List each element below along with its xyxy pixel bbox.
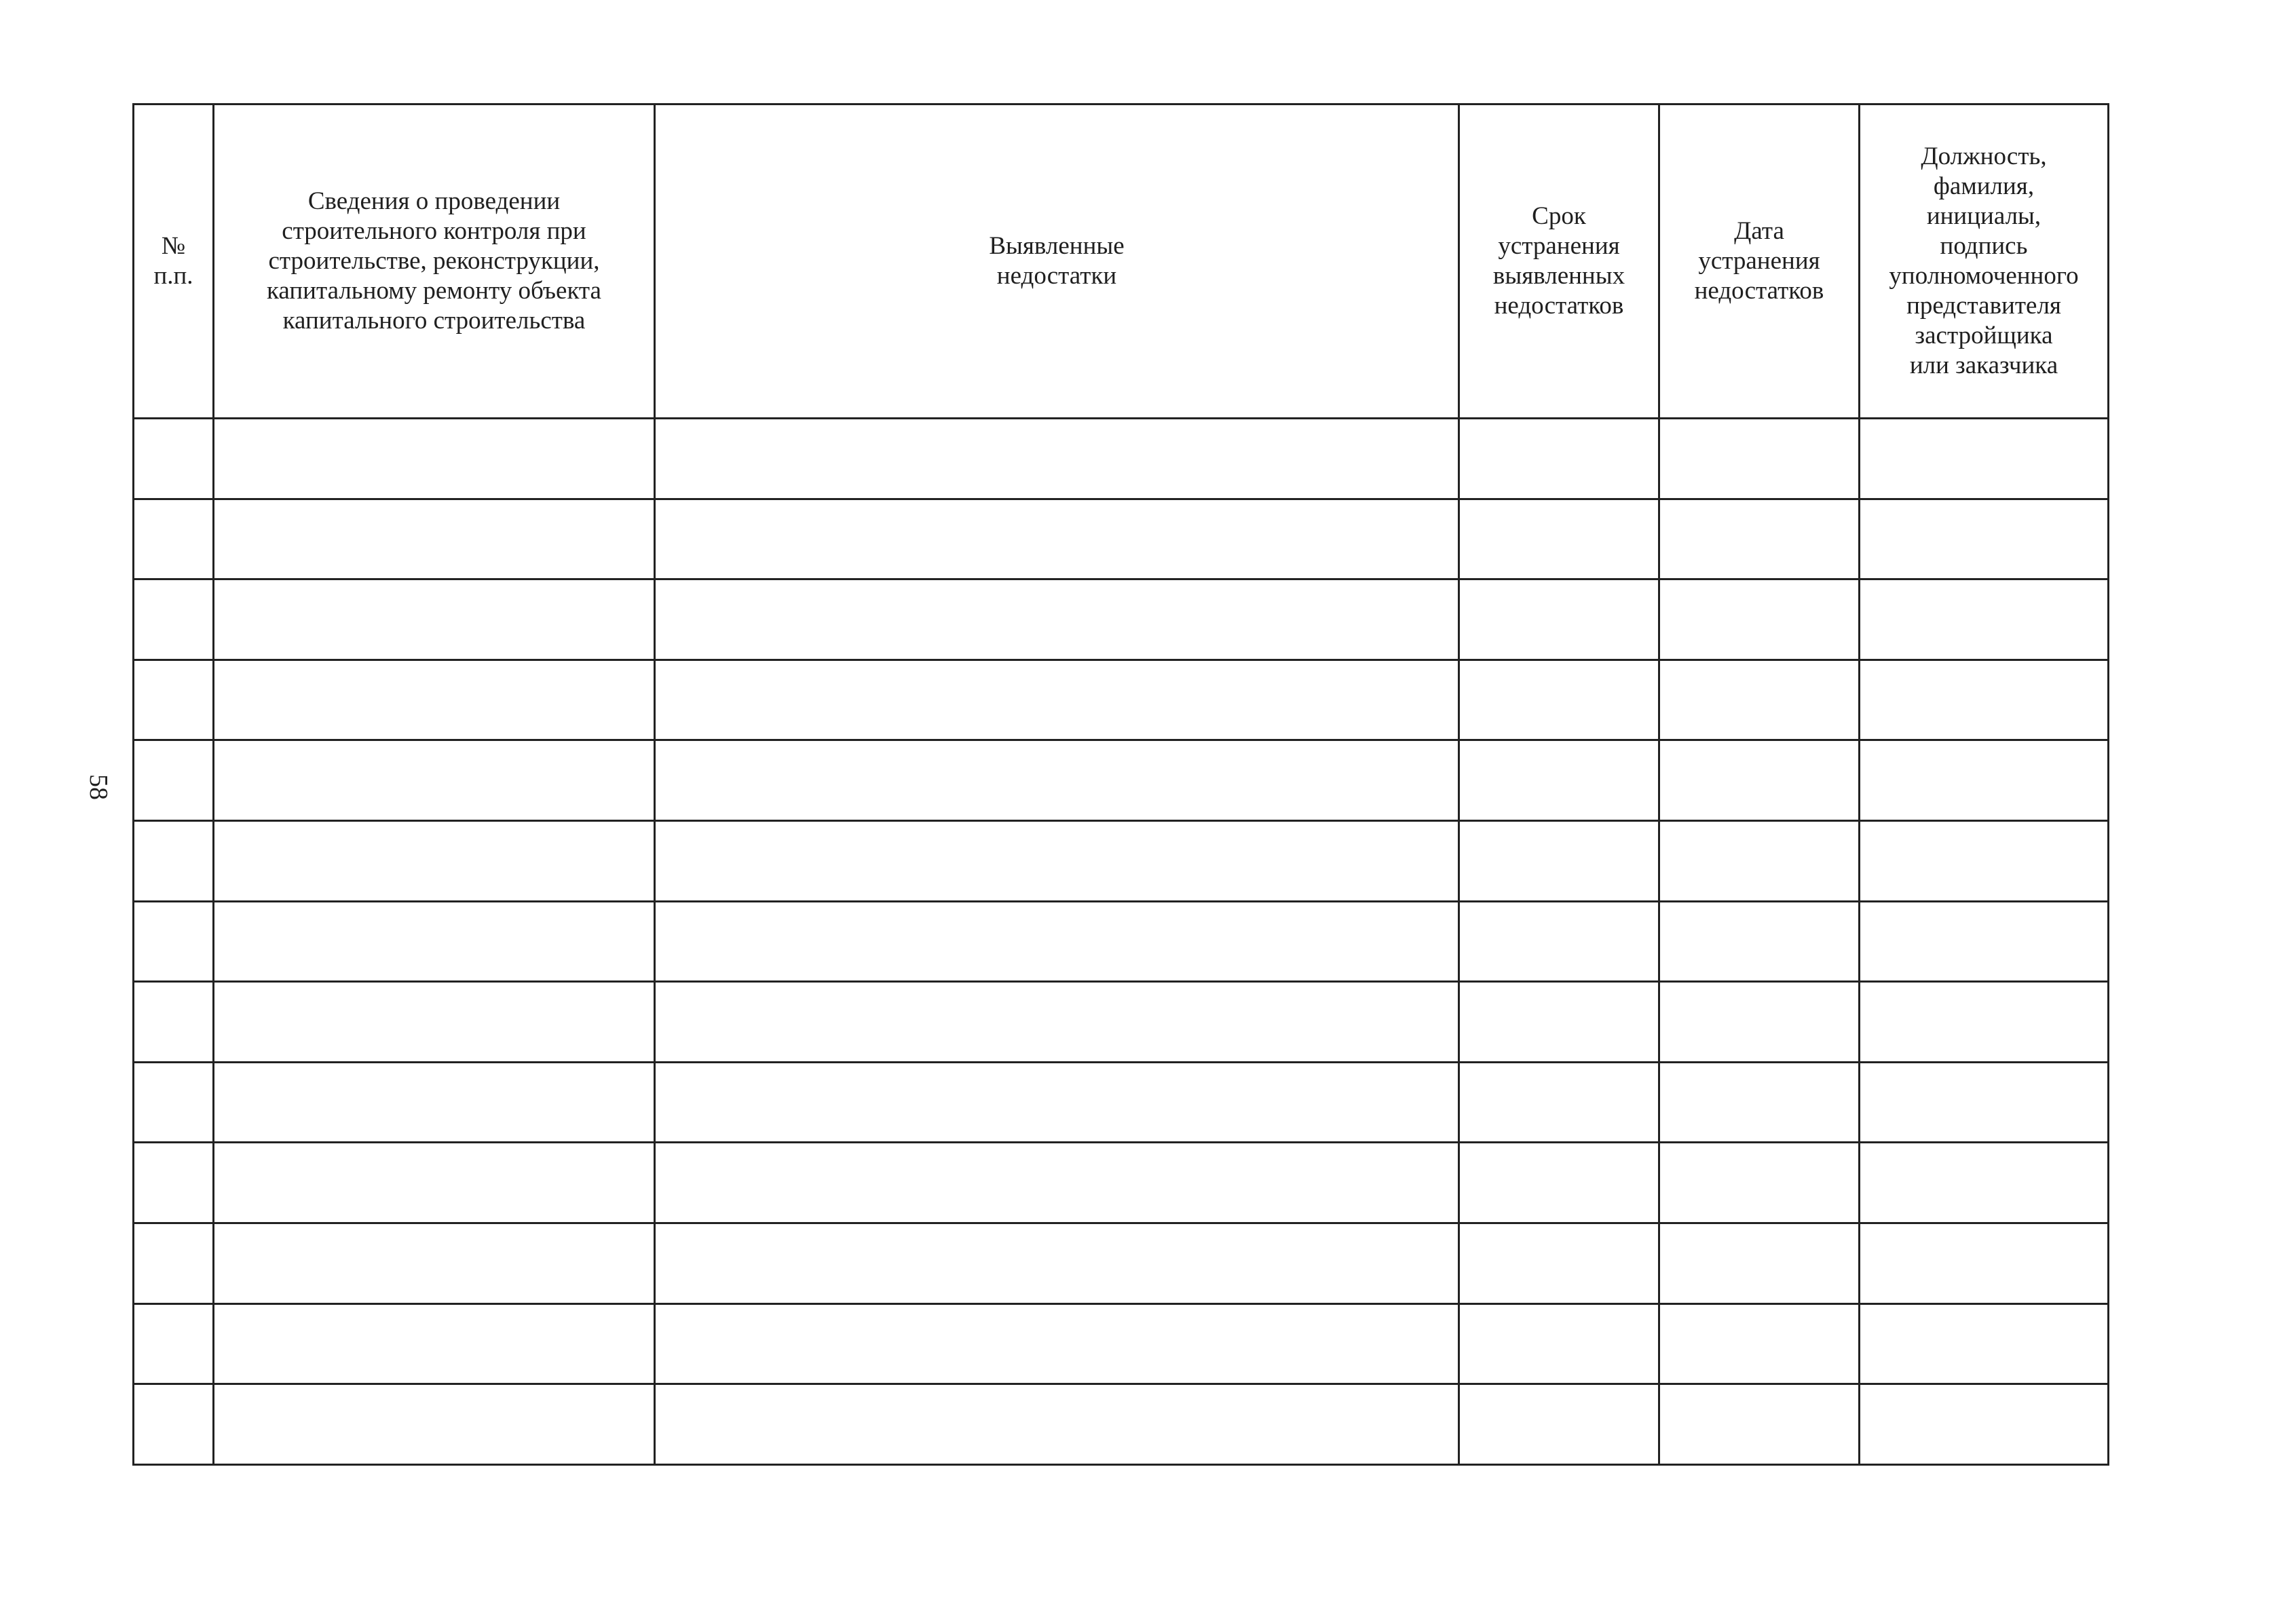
table-row xyxy=(134,419,2109,499)
cell-deadline xyxy=(1459,499,1659,579)
table-row xyxy=(134,579,2109,660)
table-header-row xyxy=(134,104,2109,419)
cell-fix-date xyxy=(1659,1384,1860,1465)
cell-signature xyxy=(1860,821,2109,902)
cell-defects xyxy=(655,1143,1459,1223)
table-row xyxy=(134,1303,2109,1384)
cell-deadline xyxy=(1459,740,1659,821)
cell-number xyxy=(134,579,214,660)
table-row xyxy=(134,901,2109,982)
cell-control-info xyxy=(214,1303,655,1384)
cell-control-info xyxy=(214,579,655,660)
cell-signature xyxy=(1860,740,2109,821)
cell-deadline xyxy=(1459,660,1659,740)
cell-fix-date xyxy=(1659,660,1860,740)
cell-defects xyxy=(655,982,1459,1063)
table-row xyxy=(134,499,2109,579)
cell-signature xyxy=(1860,660,2109,740)
table-row xyxy=(134,660,2109,740)
cell-control-info xyxy=(214,499,655,579)
cell-control-info xyxy=(214,1223,655,1304)
cell-number xyxy=(134,1384,214,1465)
cell-defects xyxy=(655,901,1459,982)
cell-deadline xyxy=(1459,982,1659,1063)
cell-signature xyxy=(1860,1384,2109,1465)
cell-number xyxy=(134,821,214,902)
cell-deadline xyxy=(1459,1143,1659,1223)
cell-signature xyxy=(1860,901,2109,982)
cell-deadline xyxy=(1459,1384,1659,1465)
cell-fix-date xyxy=(1659,419,1860,499)
cell-control-info xyxy=(214,1384,655,1465)
cell-control-info xyxy=(214,740,655,821)
cell-number xyxy=(134,1303,214,1384)
cell-signature xyxy=(1860,1303,2109,1384)
cell-fix-date xyxy=(1659,982,1860,1063)
cell-number xyxy=(134,1062,214,1143)
cell-number xyxy=(134,982,214,1063)
cell-defects xyxy=(655,419,1459,499)
cell-deadline xyxy=(1459,579,1659,660)
cell-number xyxy=(134,901,214,982)
cell-fix-date xyxy=(1659,1223,1860,1304)
table-row xyxy=(134,982,2109,1063)
cell-defects xyxy=(655,821,1459,902)
table-row xyxy=(134,1062,2109,1143)
cell-number xyxy=(134,419,214,499)
column-header-defects: Выявленные недостатки xyxy=(655,104,1459,419)
cell-fix-date xyxy=(1659,901,1860,982)
cell-defects xyxy=(655,1223,1459,1304)
cell-fix-date xyxy=(1659,579,1860,660)
cell-control-info xyxy=(214,821,655,902)
cell-deadline xyxy=(1459,1062,1659,1143)
cell-control-info xyxy=(214,1062,655,1143)
cell-number xyxy=(134,660,214,740)
cell-control-info xyxy=(214,660,655,740)
cell-defects xyxy=(655,660,1459,740)
cell-number xyxy=(134,499,214,579)
table-row xyxy=(134,740,2109,821)
cell-signature xyxy=(1860,1062,2109,1143)
cell-control-info xyxy=(214,901,655,982)
cell-fix-date xyxy=(1659,499,1860,579)
cell-number xyxy=(134,1143,214,1223)
column-header-fix-date: Дата устранения недостатков xyxy=(1659,104,1860,419)
page-number: 58 xyxy=(84,774,113,800)
cell-signature xyxy=(1860,1223,2109,1304)
cell-fix-date xyxy=(1659,1062,1860,1143)
column-header-deadline: Срок устранения выявленных недостатков xyxy=(1459,104,1659,419)
cell-number xyxy=(134,1223,214,1304)
cell-deadline xyxy=(1459,821,1659,902)
cell-number xyxy=(134,740,214,821)
cell-control-info xyxy=(214,1143,655,1223)
inspection-table xyxy=(132,103,2109,1466)
column-header-signature: Должность, фамилия, инициалы, подпись уполномоченного представителя застройщика или заказчика xyxy=(1860,104,2109,419)
cell-deadline xyxy=(1459,901,1659,982)
cell-defects xyxy=(655,1303,1459,1384)
cell-signature xyxy=(1860,499,2109,579)
cell-defects xyxy=(655,1384,1459,1465)
cell-deadline xyxy=(1459,1303,1659,1384)
cell-defects xyxy=(655,499,1459,579)
cell-signature xyxy=(1860,1143,2109,1223)
cell-signature xyxy=(1860,579,2109,660)
cell-signature xyxy=(1860,982,2109,1063)
cell-fix-date xyxy=(1659,821,1860,902)
cell-fix-date xyxy=(1659,1303,1860,1384)
cell-defects xyxy=(655,740,1459,821)
table-row xyxy=(134,1143,2109,1223)
cell-fix-date xyxy=(1659,1143,1860,1223)
table-row xyxy=(134,1223,2109,1304)
table-body xyxy=(134,419,2109,1465)
cell-deadline xyxy=(1459,1223,1659,1304)
table-row xyxy=(134,821,2109,902)
cell-signature xyxy=(1860,419,2109,499)
cell-deadline xyxy=(1459,419,1659,499)
column-header-control-info: Сведения о проведении строительного контроля при строительстве, реконструкции, капитальному ремонту объекта капитального строительства xyxy=(214,104,655,419)
cell-control-info xyxy=(214,419,655,499)
cell-defects xyxy=(655,1062,1459,1143)
cell-defects xyxy=(655,579,1459,660)
column-header-number: № п.п. xyxy=(134,104,214,419)
cell-control-info xyxy=(214,982,655,1063)
cell-fix-date xyxy=(1659,740,1860,821)
table-row xyxy=(134,1384,2109,1465)
